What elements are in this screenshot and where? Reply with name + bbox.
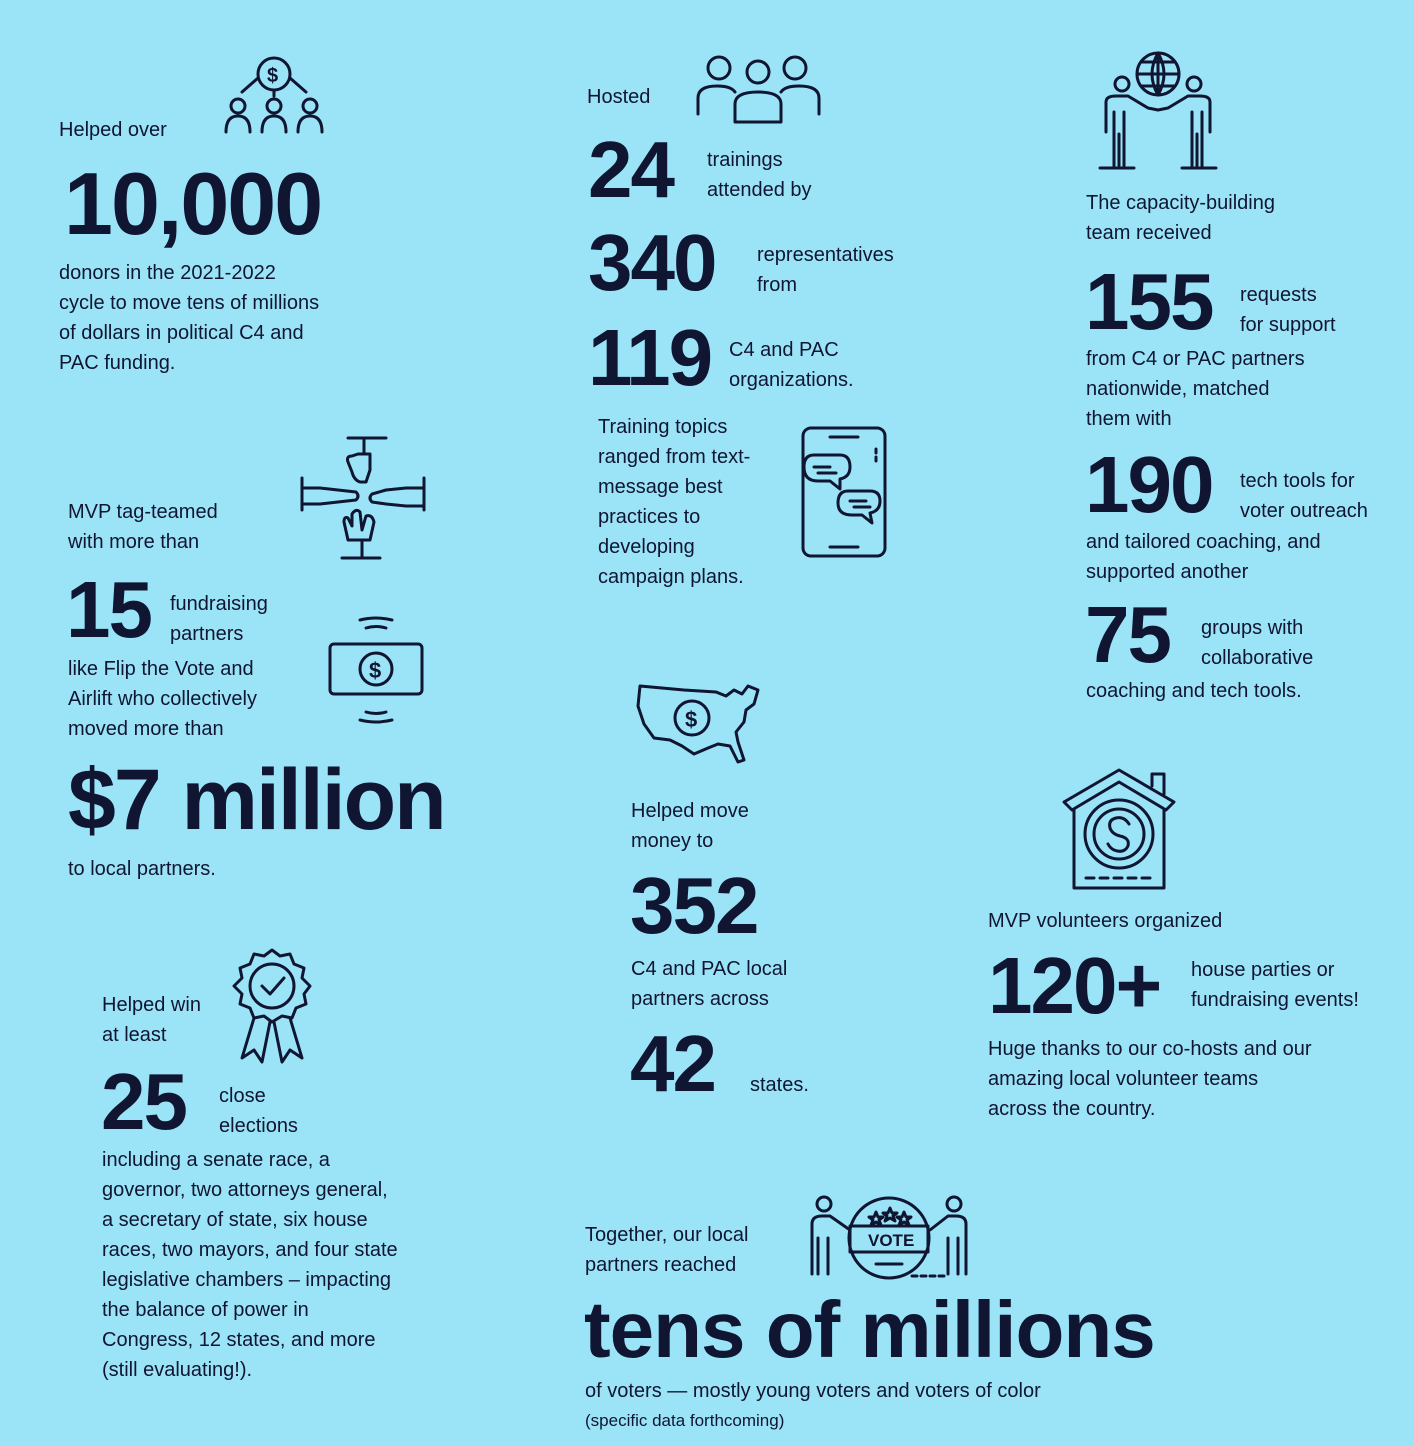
donors-number: 10,000 <box>64 154 322 253</box>
tens-of-millions: tens of millions <box>584 1285 1155 1374</box>
money-transfer-icon <box>326 616 426 724</box>
close-elections-count: 25 <box>101 1057 186 1146</box>
donors-intro: Helped over <box>59 119 167 141</box>
states-label: states. <box>750 1074 809 1096</box>
fundraising-text-2: to local partners. <box>68 858 216 880</box>
donors-text: donors in the 2021-2022 cycle to move tens of millions of dollars in political C4 and PAC funding. <box>59 262 320 374</box>
close-elections-label: close elections <box>219 1085 298 1137</box>
svg-text:$: $ <box>685 707 698 732</box>
training-topics-text: Training topics ranged from text- message best practices to developing campaign plans. <box>598 416 751 588</box>
capacity-text-2: and tailored coaching, and supported another <box>1086 531 1321 583</box>
svg-text:$: $ <box>267 65 279 87</box>
fundraising-text: like Flip the Vote and Airlift who collectively moved more than <box>68 658 257 740</box>
capacity-text-1: from C4 or PAC partners nationwide, matched them with <box>1086 348 1305 430</box>
money-intro: Helped move money to <box>631 800 749 852</box>
vote-label: VOTE <box>868 1231 915 1250</box>
vote-people-icon <box>806 1194 974 1280</box>
elections-intro: Helped win at least <box>102 994 201 1046</box>
award-ribbon-icon <box>228 946 316 1068</box>
representatives-count: 340 <box>588 218 716 307</box>
seven-million: $7 million <box>68 752 445 848</box>
fundraising-partners-label: fundraising partners <box>170 593 268 645</box>
phone-chat-icon <box>800 425 890 559</box>
support-requests-count: 155 <box>1085 257 1213 346</box>
house-intro: MVP volunteers organized <box>988 910 1223 932</box>
trainings-count: 24 <box>588 125 673 214</box>
usa-map-dollar-icon <box>634 680 766 766</box>
organizations-count: 119 <box>588 313 712 402</box>
handshake-globe-icon <box>1098 50 1218 172</box>
house-parties-count: 120+ <box>988 941 1161 1030</box>
tech-tools-count: 190 <box>1085 440 1213 529</box>
support-requests-label: requests for support <box>1240 284 1336 336</box>
voters-intro: Together, our local partners reached <box>585 1224 749 1276</box>
fundraising-partners-count: 15 <box>66 565 151 654</box>
hands-teamwork-icon <box>300 436 426 560</box>
local-partners-count: 352 <box>630 861 758 950</box>
elections-text: including a senate race, a governor, two attorneys general, a secretary of state, six house races, two mayors, and four state legislative chambers – impacting the balance of power in Congress, 12 states, and more (still evaluating!). <box>102 1149 398 1381</box>
trainings-intro: Hosted <box>587 86 651 108</box>
house-parties-label: house parties or fundraising events! <box>1191 959 1359 1011</box>
local-partners-label: C4 and PAC local partners across <box>631 958 788 1010</box>
states-count: 42 <box>630 1019 715 1108</box>
representatives-label: representatives from <box>757 244 894 296</box>
trainings-label: trainings attended by <box>707 149 812 201</box>
data-forthcoming-note: (specific data forthcoming) <box>585 1411 785 1430</box>
groups-count: 75 <box>1085 590 1170 679</box>
fundraising-intro: MVP tag-teamed with more than <box>68 501 218 553</box>
house-dollar-icon <box>1060 768 1178 892</box>
capacity-text-3: coaching and tech tools. <box>1086 680 1302 702</box>
svg-text:$: $ <box>369 658 382 683</box>
group-people-icon <box>695 52 823 126</box>
groups-label: groups with collaborative <box>1201 617 1314 669</box>
tech-tools-label: tech tools for voter outreach <box>1240 470 1368 522</box>
capacity-intro: The capacity-building team received <box>1086 192 1275 244</box>
organizations-label: C4 and PAC organizations. <box>729 339 854 391</box>
voters-text: of voters — mostly young voters and voters of color <box>585 1380 1041 1402</box>
house-text: Huge thanks to our co-hosts and our amazing local volunteer teams across the country. <box>988 1038 1312 1120</box>
donor-network-icon <box>222 56 326 136</box>
